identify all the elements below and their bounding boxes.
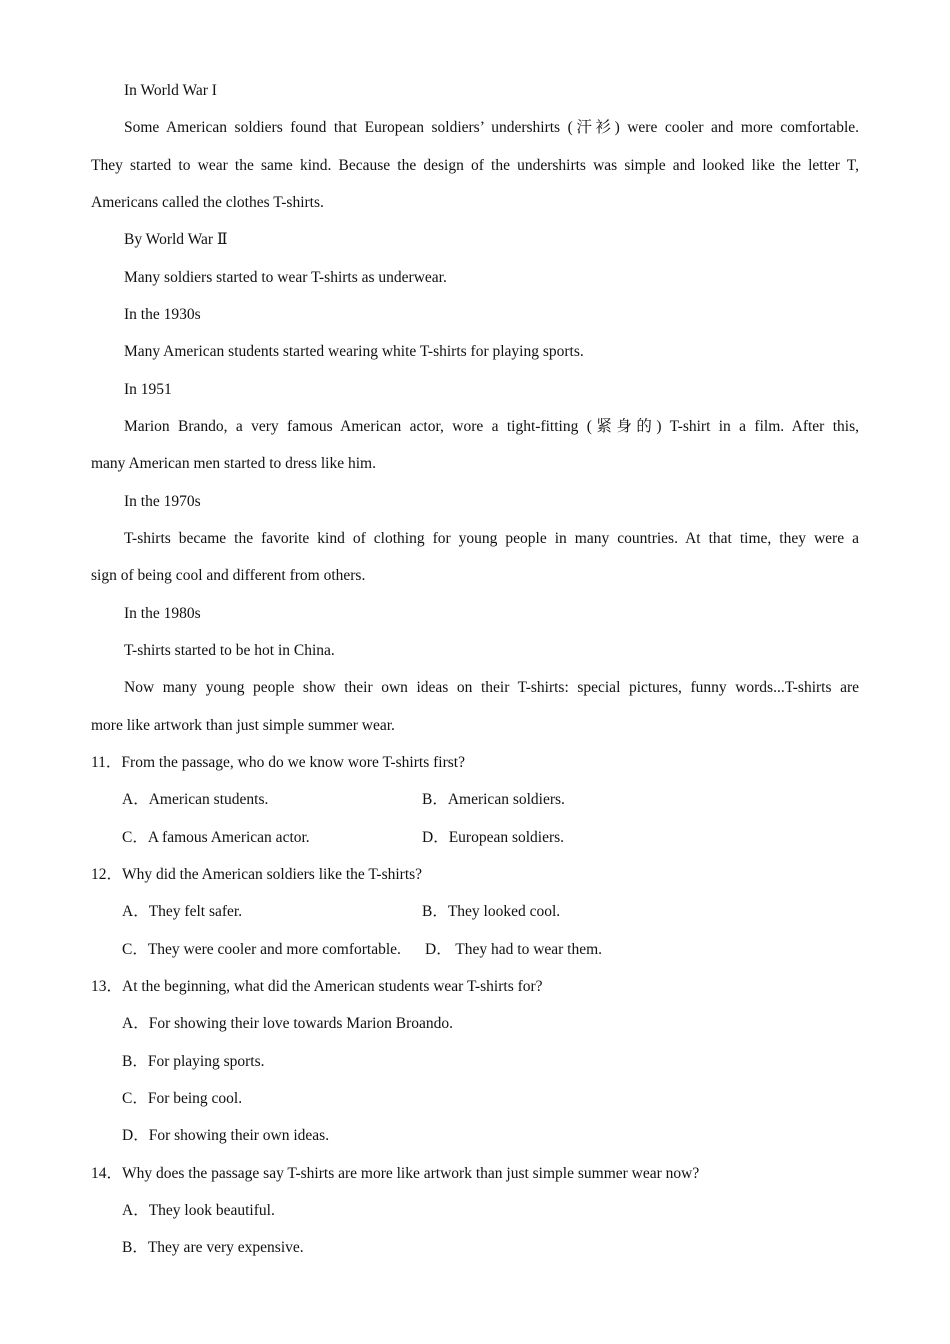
question-stem: 11．From the passage, who do we know wore T-shirts first? <box>91 754 465 771</box>
paragraph-line: Many soldiers started to wear T-shirts as underwear. <box>124 269 447 286</box>
answer-option: B．For playing sports. <box>122 1053 265 1070</box>
answer-option: D． They had to wear them. <box>425 941 603 958</box>
question-stem: 12．Why did the American soldiers like the T-shirts? <box>91 866 423 883</box>
answer-option: C．For being cool. <box>122 1090 243 1107</box>
answer-option: D．European soldiers. <box>422 829 565 846</box>
answer-option: B．They are very expensive. <box>122 1239 304 1256</box>
section-heading-1951: In 1951 <box>124 381 172 398</box>
answer-option: C．A famous American actor. <box>122 829 310 846</box>
answer-option: B．They looked cool. <box>422 903 561 920</box>
answer-option: A．For showing their love towards Marion Broando. <box>122 1015 454 1032</box>
answer-option: C．They were cooler and more comfortable. <box>122 941 401 958</box>
paragraph-line: They started to wear the same kind. Because the design of the undershirts was simple and looked like the letter T, <box>91 157 859 174</box>
section-heading-ww1: In World War I <box>124 82 217 99</box>
answer-option: A．They felt safer. <box>122 903 243 920</box>
question-stem: 14．Why does the passage say T-shirts are more like artwork than just simple summer wear now? <box>91 1165 700 1182</box>
paragraph-line: Some American soldiers found that European soldiers’ undershirts (汗衫) were cooler and more comfortable. <box>124 119 859 136</box>
paragraph-line: Many American students started wearing white T-shirts for playing sports. <box>124 343 584 360</box>
answer-option: A．They look beautiful. <box>122 1202 275 1219</box>
paragraph-line: more like artwork than just simple summer wear. <box>91 717 395 734</box>
section-heading-1980s: In the 1980s <box>124 605 201 622</box>
question-stem: 13．At the beginning, what did the American students wear T-shirts for? <box>91 978 543 995</box>
answer-option: B．American soldiers. <box>422 791 565 808</box>
paragraph-line: Americans called the clothes T-shirts. <box>91 194 324 211</box>
answer-option: A．American students. <box>122 791 269 808</box>
section-heading-1930s: In the 1930s <box>124 306 201 323</box>
paragraph-line: T-shirts became the favorite kind of clothing for young people in many countries. At that time, they were a <box>124 530 859 547</box>
paragraph-line: many American men started to dress like him. <box>91 455 376 472</box>
section-heading-ww2: By World War Ⅱ <box>124 231 228 248</box>
paragraph-line: sign of being cool and different from others. <box>91 567 366 584</box>
section-heading-1970s: In the 1970s <box>124 493 201 510</box>
paragraph-line: Now many young people show their own ideas on their T-shirts: special pictures, funny words...T-shirts are <box>124 679 859 696</box>
answer-option: D．For showing their own ideas. <box>122 1127 330 1144</box>
paragraph-line: Marion Brando, a very famous American actor, wore a tight-fitting (紧身的) T-shirt in a film. After this, <box>124 418 859 435</box>
paragraph-line: T-shirts started to be hot in China. <box>124 642 335 659</box>
